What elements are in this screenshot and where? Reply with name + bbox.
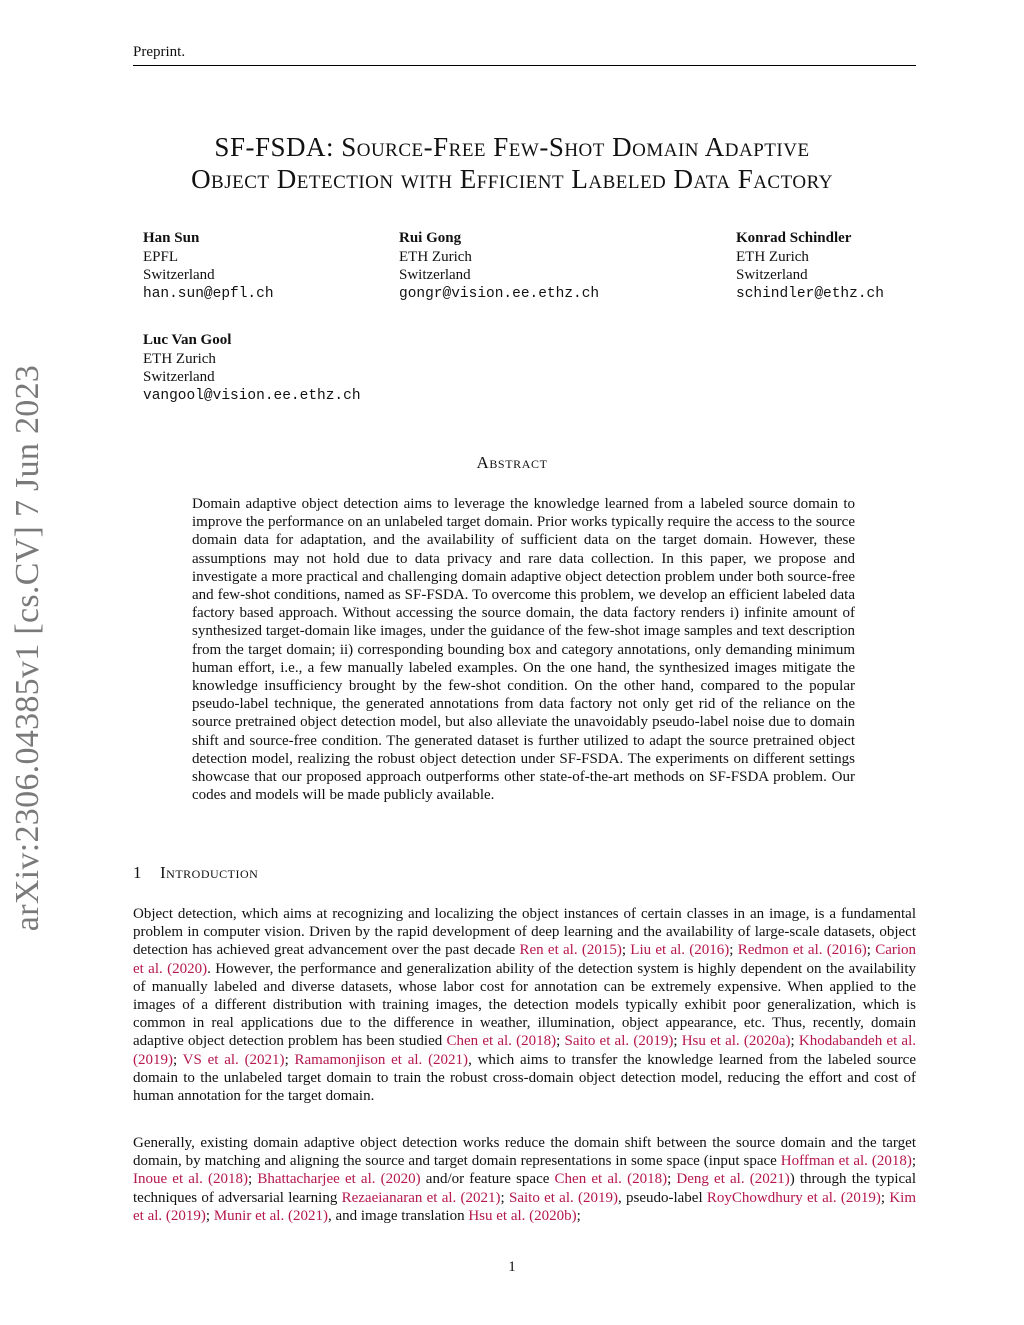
arxiv-stamp — [9, 364, 46, 932]
running-header: Preprint. — [133, 44, 186, 60]
intro-paragraph-2 — [133, 1134, 916, 1225]
citation-link[interactable]: Carion et al. (2020) — [133, 942, 917, 977]
page-number: 1 — [508, 1259, 516, 1275]
title-line-1: SF-FSDA: Source-Free Few-Shot Domain Adaptive — [214, 132, 810, 162]
author-affiliation: ETH Zurich — [399, 248, 472, 265]
paragraph-text: ; — [621, 942, 631, 959]
paragraph-text: , and image translation — [327, 1207, 469, 1224]
citation-link[interactable]: Kim et al. (2019) — [133, 1189, 916, 1224]
citation-link[interactable]: Khodabandeh et al. (2019) — [133, 1033, 917, 1068]
citation-link[interactable]: Bhattacharjee et al. (2020) — [257, 1171, 421, 1188]
citation-link[interactable]: Ren et al. (2015) — [519, 942, 622, 959]
paragraph-text: ; — [205, 1207, 214, 1224]
paragraph-text: Object detection, which aims at recognizing and localizing the object instances of certain classes in an image, is a fundamental problem in computer vision. Driven by the rapid development of deep learning and the availability of large-scale datasets, object detection has achieved great advancement over the past decade — [133, 906, 916, 959]
citation-link[interactable]: Hsu et al. (2020a) — [681, 1033, 791, 1050]
author-affiliation: EPFL — [143, 248, 179, 265]
author-email[interactable]: han.sun@epfl.ch — [143, 285, 274, 302]
citation-link[interactable]: RoyChowdhury et al. (2019) — [706, 1189, 881, 1206]
paragraph-text: ; — [673, 1033, 682, 1050]
paragraph-text: ; — [911, 1153, 916, 1170]
author-email[interactable]: vangool@vision.ee.ethz.ch — [143, 387, 361, 404]
author-country: Switzerland — [143, 369, 215, 385]
paragraph-text: ; — [500, 1189, 509, 1206]
author-email[interactable]: schindler@ethz.ch — [736, 285, 884, 302]
author-block — [399, 229, 599, 303]
paragraph-text: ; — [790, 1033, 799, 1050]
header-divider — [133, 65, 916, 66]
author-affiliation: ETH Zurich — [143, 350, 216, 367]
citation-link[interactable]: Liu et al. (2016) — [630, 942, 730, 959]
paragraph-text: ; — [248, 1171, 258, 1188]
paragraph-text: ; — [729, 942, 738, 959]
author-block — [736, 229, 884, 303]
paragraph-text: ; — [173, 1051, 183, 1068]
author-country: Switzerland — [399, 267, 471, 283]
paragraph-text: , pseudo-label — [617, 1189, 707, 1206]
paragraph-text: , which aims to transfer the knowledge learned from the labeled source domain to the unlabeled target domain to train the robust cross-domain object detection model, reducing the effort and cost of human annotation for the target domain. — [133, 1051, 916, 1105]
paragraph-text: ) through the typical techniques of adversarial learning — [133, 1171, 916, 1206]
title-line-2: Object Detection with Efficient Labeled Data Factory — [191, 164, 833, 194]
section-number: 1 — [133, 863, 142, 882]
citation-link[interactable]: Inoue et al. (2018) — [133, 1171, 249, 1188]
author-affiliation: ETH Zurich — [736, 248, 809, 265]
author-name: Rui Gong — [399, 230, 462, 246]
citation-link[interactable]: Chen et al. (2018) — [554, 1171, 668, 1188]
author-country: Switzerland — [736, 267, 808, 283]
intro-paragraph-1 — [133, 905, 916, 1105]
paragraph-text: . However, the performance and generalization ability of the detection system is highly dependent on the availability of manually labeled and diverse datasets, whose labor cost for annotation can be extremely expensive. When applied to the images of a different distribution with training images, the detection models typically exhibit poor generalization, which is common in real applications due to the difference in weather, illumination, object appearance, etc. Thus, recently, domain adaptive object detection problem has been studied — [133, 960, 917, 1050]
citation-link[interactable]: Chen et al. (2018) — [446, 1033, 557, 1050]
citation-link[interactable]: Munir et al. (2021) — [213, 1207, 328, 1224]
citation-link[interactable]: Deng et al. (2021) — [676, 1171, 790, 1188]
author-email[interactable]: gongr@vision.ee.ethz.ch — [399, 285, 600, 302]
author-name: Luc Van Gool — [143, 332, 232, 348]
section-title: Introduction — [160, 863, 259, 882]
arxiv-stamp-text: arXiv:2306.04385v1 [cs.CV] 7 Jun 2023 — [9, 364, 46, 932]
paragraph-text: ; — [880, 1189, 890, 1206]
citation-link[interactable]: Redmon et al. (2016) — [737, 942, 867, 959]
author-country: Switzerland — [143, 267, 215, 283]
citation-link[interactable]: Hoffman et al. (2018) — [780, 1153, 912, 1170]
citation-link[interactable]: Saito et al. (2019) — [508, 1189, 618, 1206]
author-name: Konrad Schindler — [736, 230, 852, 246]
paragraph-text: ; — [667, 1171, 677, 1188]
paragraph-text: ; — [576, 1207, 581, 1224]
paragraph-text: and/or feature space — [420, 1171, 555, 1188]
abstract-body: Domain adaptive object detection aims to leverage the knowledge learned from a labeled source domain to improve the performance on an unlabeled target domain. Prior works typically require the access to the source domain data for adaptation, and the availability of sufficient data on the target domain. However, these assumptions may not hold due to data privacy and rare data collection. In this paper, we propose and investigate a more practical and challenging domain adaptive object detection problem under both source-free and few-shot conditions, named as SF-FSDA. To overcome this problem, we develop an efficient labeled data factory based approach. Without accessing the source domain, the data factory renders i) infinite amount of synthesized target-domain like images, under the guidance of the few-shot image samples and text description from the target domain; ii) corresponding bounding box and category annotations, only demanding minimum human effort, i.e., a few manually labeled examples. On the one hand, the synthesized images mitigate the knowledge insufficiency brought by the few-shot condition. On the other hand, compared to the popular pseudo-label technique, the generated annotations from data factory not only get rid of the reliance on the source pretrained object detection model, but also alleviate the unavoidably pseudo-label noise due to domain shift and source-free condition. The generated dataset is further utilized to adapt the source pretrained object detection model, realizing the robust object detection under SF-FSDA. The experiments on different settings showcase that our proposed approach outperforms other state-of-the-art methods on SF-FSDA problem. Our codes and models will be made publicly available. — [192, 496, 855, 804]
citation-link[interactable]: VS et al. (2021) — [182, 1051, 285, 1068]
paper-title — [100, 131, 924, 195]
abstract-heading: Abstract — [476, 453, 548, 472]
author-block — [143, 229, 274, 303]
author-block — [143, 331, 361, 405]
author-name: Han Sun — [143, 230, 200, 246]
citation-link[interactable]: Hsu et al. (2020b) — [468, 1207, 577, 1224]
section-heading — [133, 863, 258, 883]
paragraph-text: ; — [556, 1033, 565, 1050]
paragraph-text: Generally, existing domain adaptive object detection works reduce the domain shift between the source domain and the target domain, by matching and aligning the source and target domain representations in some space (input space — [133, 1135, 916, 1170]
paragraph-text: ; — [284, 1051, 295, 1068]
citation-link[interactable]: Ramamonjison et al. (2021) — [294, 1051, 469, 1068]
citation-link[interactable]: Saito et al. (2019) — [564, 1033, 674, 1050]
paragraph-text: ; — [866, 942, 876, 959]
citation-link[interactable]: Rezaeianaran et al. (2021) — [341, 1189, 501, 1206]
